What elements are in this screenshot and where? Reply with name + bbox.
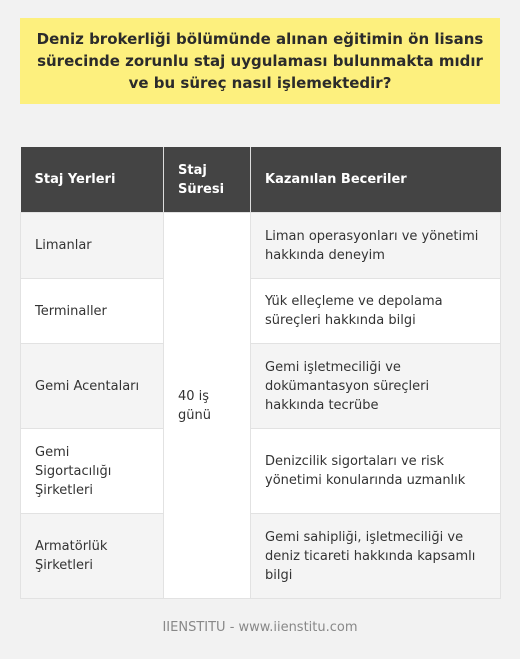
place-cell: Terminaller	[21, 279, 164, 344]
skills-cell: Gemi sahipliği, işletmeciliği ve deniz ticareti hakkında kapsamlı bilgi	[251, 514, 501, 599]
table-header-row	[21, 147, 501, 213]
skills-cell: Gemi işletmeciliği ve dokümantasyon süreçleri hakkında tecrübe	[251, 344, 501, 429]
skills-cell: Liman operasyonları ve yönetimi hakkında deneyim	[251, 213, 501, 279]
duration-cell: 40 iş günü	[164, 213, 251, 599]
place-cell: Gemi Sigortacılığı Şirketleri	[21, 429, 164, 514]
title-banner	[20, 18, 500, 104]
header-kazanilan-beceriler: Kazanılan Beceriler	[251, 147, 501, 213]
header-staj-yerleri: Staj Yerleri	[21, 147, 164, 213]
page-title: Deniz brokerliği bölümünde alınan eğitimin ön lisans sürecinde zorunlu staj uygulaması bulunmakta mıdır ve bu süreç nasıl işlemektedir?	[36, 30, 484, 92]
table-row	[21, 429, 501, 514]
place-cell: Gemi Acentaları	[21, 344, 164, 429]
table-row	[21, 213, 501, 279]
skills-cell: Denizcilik sigortaları ve risk yönetimi konularında uzmanlık	[251, 429, 501, 514]
footer-credit: IIENSTITU - www.iienstitu.com	[162, 620, 358, 635]
skills-cell: Yük elleçleme ve depolama süreçleri hakkında bilgi	[251, 279, 501, 344]
table-row	[21, 279, 501, 344]
table-row	[21, 514, 501, 599]
header-staj-suresi: Staj Süresi	[164, 147, 251, 213]
internship-table	[20, 147, 501, 599]
table-row	[21, 344, 501, 429]
place-cell: Limanlar	[21, 213, 164, 279]
place-cell: Armatörlük Şirketleri	[21, 514, 164, 599]
